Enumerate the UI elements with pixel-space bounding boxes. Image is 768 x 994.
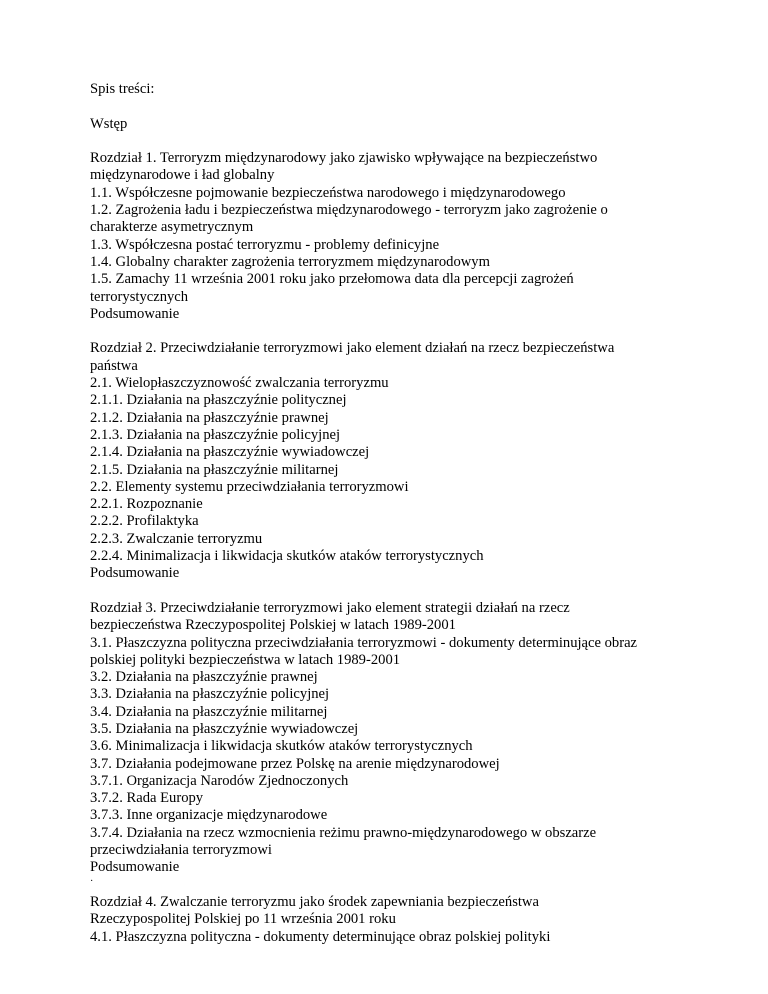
toc-entry-2-2-1: 2.2.1. Rozpoznanie: [90, 496, 203, 513]
chapter-2-section: [90, 340, 750, 582]
toc-entry-2-1-1: 2.1.1. Działania na płaszczyźnie politycznej: [90, 392, 347, 409]
chapter-1-heading: Rozdział 1. Terroryzm międzynarodowy jako zjawisko wpływające na bezpieczeństwo: [90, 150, 598, 167]
stray-dot-mark: ·: [90, 875, 94, 887]
toc-entry-1-2-cont: charakterze asymetrycznym: [90, 219, 254, 236]
chapter-4-section: [90, 894, 750, 946]
toc-entry-3-5: 3.5. Działania na płaszczyźnie wywiadowczej: [90, 720, 359, 737]
toc-entry-1-5: 1.5. Zamachy 11 września 2001 roku jako przełomowa data dla percepcji zagrożeń: [90, 271, 574, 288]
toc-entry-3-1-cont: polskiej polityki bezpieczeństwa w latach 1989-2001: [90, 651, 401, 668]
toc-entry-3-2: 3.2. Działania na płaszczyźnie prawnej: [90, 669, 318, 686]
toc-entry-3-7-3: 3.7.3. Inne organizacje międzynarodowe: [90, 807, 328, 824]
toc-entry-1-4: 1.4. Globalny charakter zagrożenia terroryzmem międzynarodowym: [90, 253, 490, 270]
toc-entry-1-3: 1.3. Współczesna postać terroryzmu - problemy definicyjne: [90, 236, 440, 253]
chapter-1-section: [90, 150, 750, 323]
chapter-3-heading: Rozdział 3. Przeciwdziałanie terroryzmowi jako element strategii działań na rzecz: [90, 599, 570, 616]
toc-entry-2-summary: Podsumowanie: [90, 565, 180, 582]
toc-entry-3-7: 3.7. Działania podejmowane przez Polskę na arenie międzynarodowej: [90, 755, 500, 772]
toc-entry-3-7-4: 3.7.4. Działania na rzecz wzmocnienia reżimu prawno-międzynarodowego w obszarze: [90, 824, 597, 841]
toc-entry-1-5-cont: terrorystycznych: [90, 288, 189, 305]
intro-paragraph: [90, 116, 750, 133]
toc-entry-2-1-4: 2.1.4. Działania na płaszczyźnie wywiadowczej: [90, 444, 370, 461]
toc-entry-2-2-4: 2.2.4. Minimalizacja i likwidacja skutków ataków terrorystycznych: [90, 548, 484, 565]
toc-entry-1-summary: Podsumowanie: [90, 305, 180, 322]
toc-entry-3-7-1: 3.7.1. Organizacja Narodów Zjednoczonych: [90, 772, 349, 789]
toc-entry-2-1-3: 2.1.3. Działania na płaszczyźnie policyjnej: [90, 426, 341, 443]
chapter-4-heading-cont: Rzeczypospolitej Polskiej po 11 września 2001 roku: [90, 911, 396, 928]
toc-entry-2-1-5: 2.1.5. Działania na płaszczyźnie militarnej: [90, 461, 339, 478]
chapter-2-heading-cont: państwa: [90, 357, 138, 374]
toc-entry-3-6: 3.6. Minimalizacja i likwidacja skutków ataków terrorystycznych: [90, 738, 473, 755]
toc-entry-3-4: 3.4. Działania na płaszczyźnie militarnej: [90, 703, 328, 720]
toc-entry-3-3: 3.3. Działania na płaszczyźnie policyjnej: [90, 686, 330, 703]
toc-entry-2-2-3: 2.2.3. Zwalczanie terroryzmu: [90, 530, 263, 547]
toc-entry-3-1: 3.1. Płaszczyzna polityczna przeciwdziałania terroryzmowi - dokumenty determinujące obraz: [90, 634, 638, 651]
chapter-3-section: [90, 600, 750, 894]
toc-entry-2-1: 2.1. Wielopłaszczyznowość zwalczania terroryzmu: [90, 375, 389, 392]
toc-entry-4-1: 4.1. Płaszczyzna polityczna - dokumenty determinujące obraz polskiej polityki: [90, 928, 551, 945]
toc-entry-3-summary: Podsumowanie: [90, 859, 180, 876]
toc-entry-1-2: 1.2. Zagrożenia ładu i bezpieczeństwa międzynarodowego - terroryzm jako zagrożenie o: [90, 202, 608, 219]
document-page: [90, 81, 750, 963]
chapter-3-heading-cont: bezpieczeństwa Rzeczypospolitej Polskiej w latach 1989-2001: [90, 617, 456, 634]
toc-entry-3-7-2: 3.7.2. Rada Europy: [90, 790, 204, 807]
toc-title: Spis treści:: [90, 81, 155, 97]
toc-title-paragraph: [90, 81, 750, 98]
toc-entry-2-2-2: 2.2.2. Profilaktyka: [90, 513, 199, 530]
toc-entry-2-2: 2.2. Elementy systemu przeciwdziałania terroryzmowi: [90, 478, 409, 495]
chapter-4-heading: Rozdział 4. Zwalczanie terroryzmu jako środek zapewniania bezpieczeństwa: [90, 893, 539, 910]
toc-entry-1-1: 1.1. Współczesne pojmowanie bezpieczeństwa narodowego i międzynarodowego: [90, 184, 566, 201]
toc-entry-2-1-2: 2.1.2. Działania na płaszczyźnie prawnej: [90, 409, 329, 426]
chapter-2-heading: Rozdział 2. Przeciwdziałanie terroryzmowi jako element działań na rzecz bezpieczeństwa: [90, 340, 615, 357]
toc-entry-3-7-4-cont: przeciwdziałania terroryzmowi: [90, 842, 272, 859]
chapter-1-heading-cont: międzynarodowe i ład globalny: [90, 167, 275, 184]
toc-entry-intro: Wstęp: [90, 115, 128, 132]
